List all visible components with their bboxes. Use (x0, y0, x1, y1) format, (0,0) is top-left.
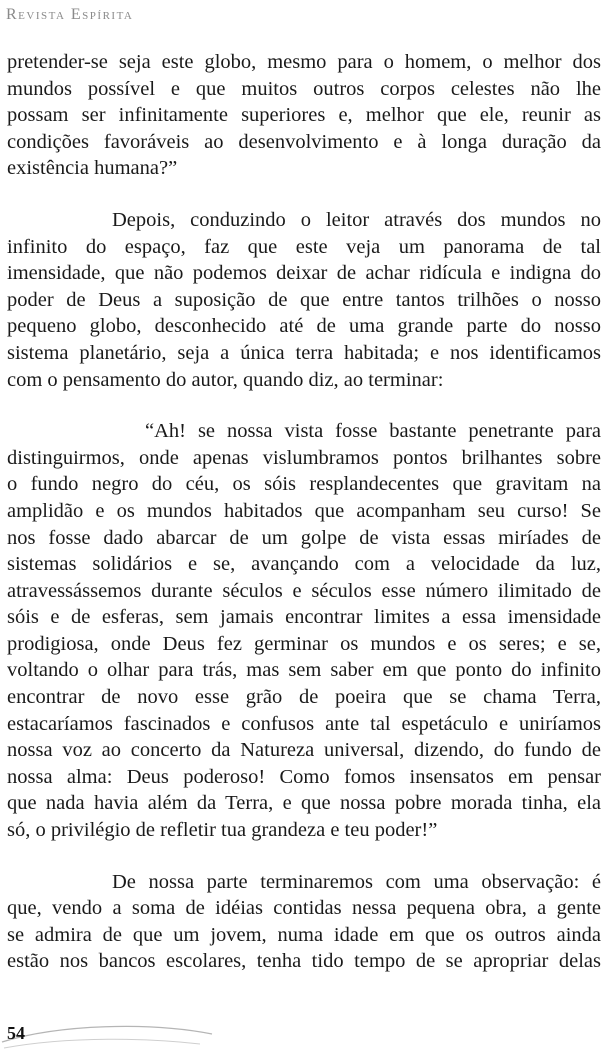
text-line: pequeno globo, desconhecido até de uma grande parte do nosso (7, 315, 601, 338)
page-number: 54 (7, 1023, 25, 1043)
text-line: só, o privilégio de refletir tua grandeza e teu poder!” (7, 819, 438, 842)
text-line: voltando o olhar para trás, mas sem saber em que ponto do infinito (7, 659, 601, 682)
paragraph-gap (7, 844, 601, 869)
text-line: que, vendo a soma de idéias contidas nessa pequena obra, a gente (7, 897, 601, 920)
text-line: poder de Deus a suposição de que entre tantos trilhões o nosso (7, 288, 601, 311)
text-line: o fundo negro do céu, os sóis resplandecentes que gravitam na (7, 473, 601, 496)
text-line: pretender-se seja este globo, mesmo para o homem, o melhor dos (7, 51, 601, 73)
paragraph (7, 49, 601, 182)
swoosh-ornament-icon (0, 1012, 220, 1056)
text-line: mundos possível e que muitos outros corpos celestes não lhe (7, 77, 601, 100)
text-line: infinito do espaço, faz que este veja um panorama de tal (7, 235, 601, 258)
text-line: que nada havia além da Terra, e que nossa pobre morada tinha, ela (7, 792, 601, 815)
paragraph-gap (7, 393, 601, 418)
text-line: prodigiosa, onde Deus fez germinar os mundos e os seres; e se, (7, 632, 601, 655)
paragraph (7, 869, 601, 975)
text-line: imensidade, que não podemos deixar de achar ridícula e indigna do (7, 262, 601, 285)
text-line: “Ah! se nossa vista fosse bastante penetrante para (145, 420, 601, 443)
text-line: estão nos bancos escolares, tenha tido tempo de se apropriar delas (7, 950, 601, 973)
text-line: nossa alma: Deus poderoso! Como fomos insensatos em pensar (7, 765, 601, 788)
paragraph (7, 207, 601, 393)
text-line: sistema planetário, seja a única terra habitada; e nos identificamos (7, 341, 601, 364)
text-line: atravessássemos durante séculos e séculos esse número ilimitado de (7, 579, 601, 602)
text-line: distinguirmos, onde apenas vislumbramos pontos brilhantes sobre (7, 446, 601, 469)
paragraph (7, 418, 601, 844)
text-line: com o pensamento do autor, quando diz, ao terminar: (7, 368, 444, 391)
text-line: sistemas solidários e se, avançando com a velocidade da luz, (7, 553, 601, 576)
text-line: nos fosse dado abarcar de um golpe de vista essas miríades de (7, 526, 601, 549)
text-line: possam ser infinitamente superiores e, melhor que ele, reunir as (7, 104, 601, 127)
text-line: condições favoráveis ao desenvolvimento e à longa duração da (7, 130, 601, 153)
text-line: sóis e de esferas, sem jamais encontrar limites a essa imensidade (7, 606, 601, 629)
text-line: Depois, conduzindo o leitor através dos mundos no (112, 208, 601, 231)
paragraph-gap (7, 182, 601, 207)
running-header: Revista Espírita (6, 6, 134, 23)
text-line: existência humana?” (7, 157, 178, 180)
text-line: se admira de que um jovem, numa idade em que os outros ainda (7, 923, 601, 946)
page-body (7, 49, 601, 975)
text-line: estacaríamos fascinados e confusos ante tal espetáculo e uniríamos (7, 712, 601, 735)
text-line: amplidão e os mundos habitados que acompanham seu curso! Se (7, 499, 601, 522)
text-line: nossa voz ao concerto da Natureza universal, dizendo, do fundo de (7, 739, 601, 762)
text-line: encontrar de novo esse grão de poeira que se chama Terra, (7, 686, 601, 709)
text-line: De nossa parte terminaremos com uma observação: é (112, 870, 601, 893)
